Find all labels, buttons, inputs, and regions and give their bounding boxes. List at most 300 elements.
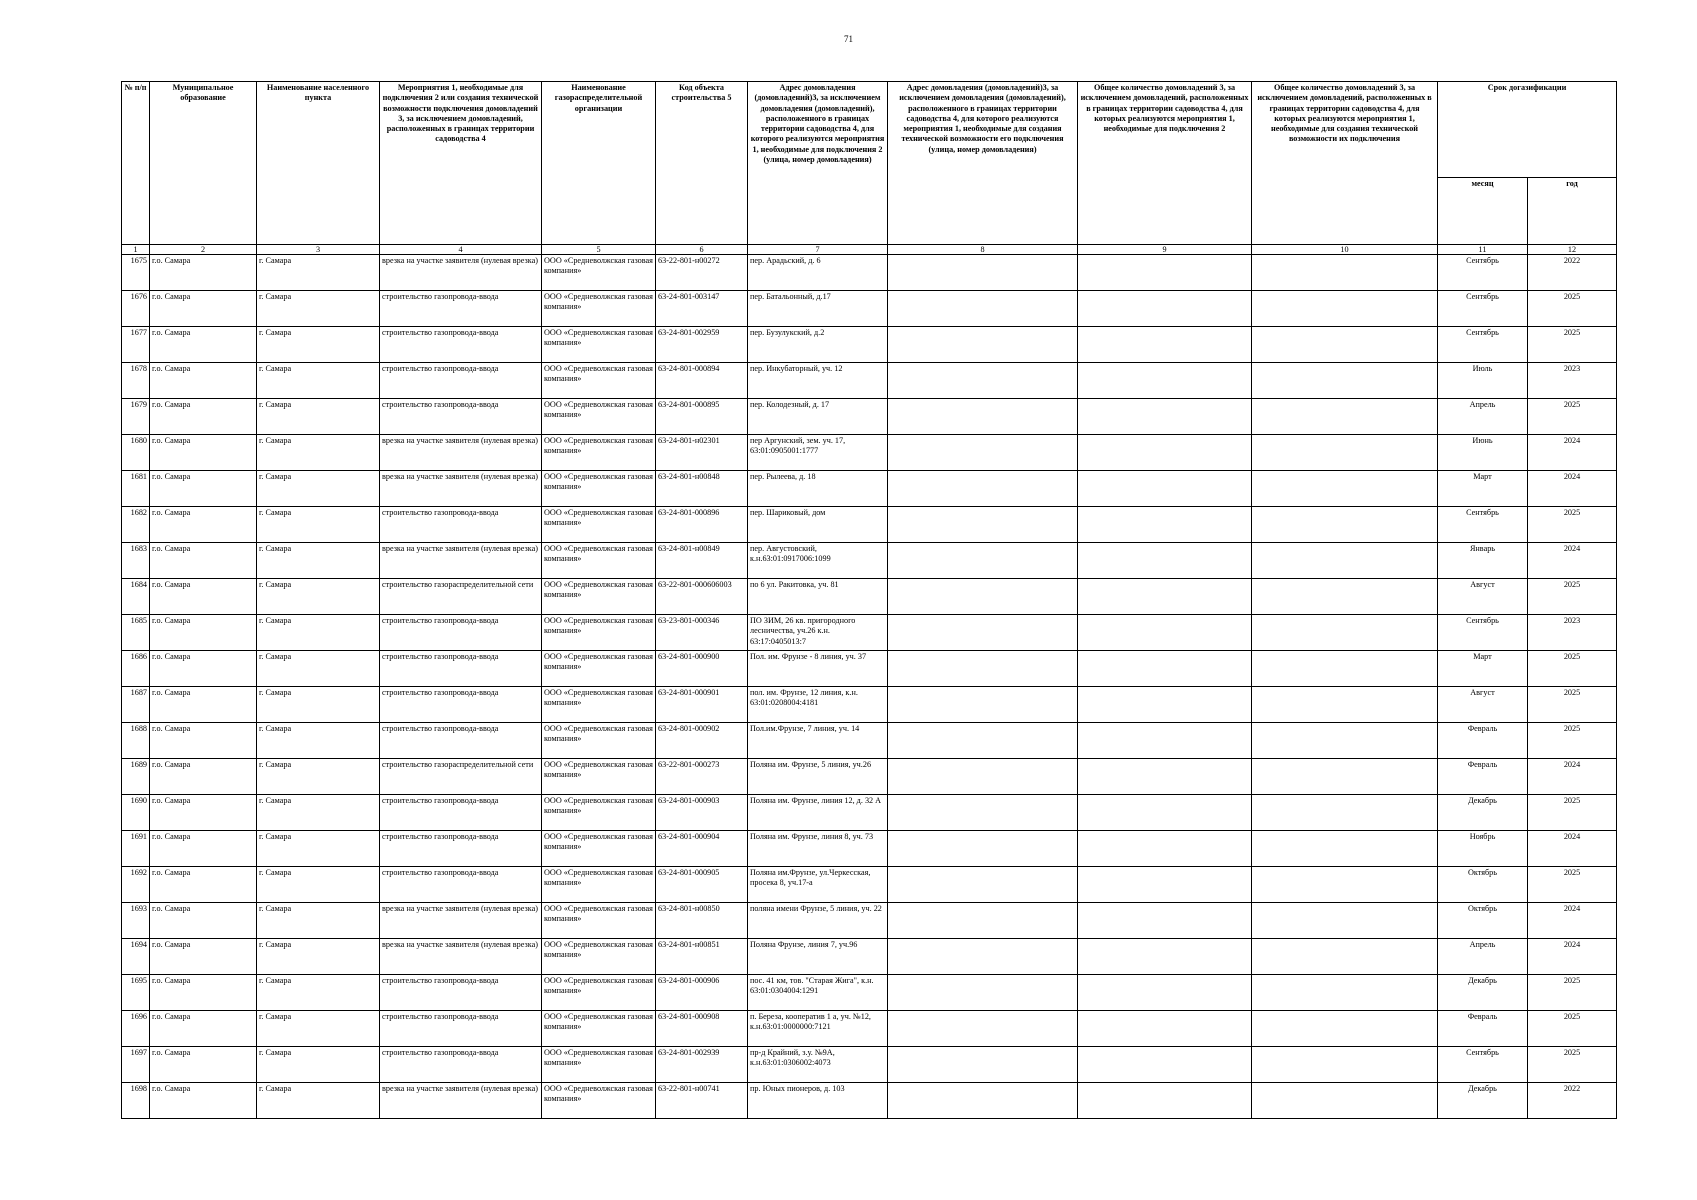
- row-measure: врезка на участке заявителя (нулевая врезка): [380, 255, 542, 291]
- row-count-tech: [1252, 687, 1438, 723]
- row-measure: врезка на участке заявителя (нулевая врезка): [380, 543, 542, 579]
- table-row: [122, 939, 1617, 975]
- row-settlement: г. Самара: [257, 831, 380, 867]
- row-measure: врезка на участке заявителя (нулевая врезка): [380, 939, 542, 975]
- column-number: 4: [380, 245, 542, 255]
- column-number: 8: [888, 245, 1078, 255]
- row-municipality: г.о. Самара: [150, 831, 257, 867]
- row-measure: врезка на участке заявителя (нулевая врезка): [380, 471, 542, 507]
- row-settlement: г. Самара: [257, 939, 380, 975]
- row-count-connection: [1078, 1011, 1252, 1047]
- row-gas-org: ООО «Средневолжская газовая компания»: [542, 255, 656, 291]
- row-year: 2025: [1528, 507, 1617, 543]
- row-count-connection: [1078, 723, 1252, 759]
- row-number: 1677: [122, 327, 150, 363]
- row-address-tech: [888, 543, 1078, 579]
- row-count-tech: [1252, 723, 1438, 759]
- row-gas-org: ООО «Средневолжская газовая компания»: [542, 363, 656, 399]
- column-number: 7: [748, 245, 888, 255]
- column-number: 10: [1252, 245, 1438, 255]
- row-municipality: г.о. Самара: [150, 939, 257, 975]
- row-address-tech: [888, 363, 1078, 399]
- row-month: Февраль: [1438, 759, 1528, 795]
- row-address-connection: пр-д Крайний, з.у. №9А, к.н.63:01:0306002:4073: [748, 1047, 888, 1083]
- row-measure: строительство газопровода-ввода: [380, 975, 542, 1011]
- row-number: 1685: [122, 615, 150, 651]
- row-month: Август: [1438, 687, 1528, 723]
- row-measure: строительство газопровода-ввода: [380, 1011, 542, 1047]
- row-month: Сентябрь: [1438, 255, 1528, 291]
- row-address-connection: п. Береза, кооператив 1 а, уч. №12, к.н.63:01:0000000:7121: [748, 1011, 888, 1047]
- row-count-connection: [1078, 975, 1252, 1011]
- row-object-code: 63-24-801-003147: [656, 291, 748, 327]
- table-row: [122, 579, 1617, 615]
- row-count-connection: [1078, 939, 1252, 975]
- row-month: Декабрь: [1438, 975, 1528, 1011]
- row-object-code: 63-24-801-000894: [656, 363, 748, 399]
- row-settlement: г. Самара: [257, 723, 380, 759]
- row-month: Сентябрь: [1438, 327, 1528, 363]
- row-settlement: г. Самара: [257, 1083, 380, 1119]
- row-address-tech: [888, 867, 1078, 903]
- row-year: 2025: [1528, 975, 1617, 1011]
- row-count-tech: [1252, 399, 1438, 435]
- row-settlement: г. Самара: [257, 687, 380, 723]
- table-row: [122, 723, 1617, 759]
- row-gas-org: ООО «Средневолжская газовая компания»: [542, 327, 656, 363]
- header-deadline: Срок догазификации: [1438, 82, 1617, 178]
- row-address-tech: [888, 975, 1078, 1011]
- row-number: 1680: [122, 435, 150, 471]
- row-gas-org: ООО «Средневолжская газовая компания»: [542, 651, 656, 687]
- row-address-connection: Поляна им.Фрунзе, ул.Черкесская, просека 8, уч.17-а: [748, 867, 888, 903]
- row-address-tech: [888, 291, 1078, 327]
- row-object-code: 63-24-801-н00851: [656, 939, 748, 975]
- row-month: Ноябрь: [1438, 831, 1528, 867]
- row-number: 1687: [122, 687, 150, 723]
- row-municipality: г.о. Самара: [150, 255, 257, 291]
- row-count-connection: [1078, 507, 1252, 543]
- table-row: [122, 1011, 1617, 1047]
- row-address-tech: [888, 939, 1078, 975]
- header-gas-org: Наименование газораспределительной организации: [542, 82, 656, 245]
- header-object-code: Код объекта строительства 5: [656, 82, 748, 245]
- row-address-tech: [888, 831, 1078, 867]
- row-address-connection: пер. Колодезный, д. 17: [748, 399, 888, 435]
- row-address-connection: по 6 ул. Ракитовка, уч. 81: [748, 579, 888, 615]
- row-number: 1678: [122, 363, 150, 399]
- row-number: 1695: [122, 975, 150, 1011]
- row-municipality: г.о. Самара: [150, 867, 257, 903]
- row-measure: врезка на участке заявителя (нулевая врезка): [380, 435, 542, 471]
- row-municipality: г.о. Самара: [150, 507, 257, 543]
- row-settlement: г. Самара: [257, 903, 380, 939]
- row-address-connection: пер Аргунский, зем. уч. 17, 63:01:0905001:1777: [748, 435, 888, 471]
- row-count-tech: [1252, 831, 1438, 867]
- row-number: 1689: [122, 759, 150, 795]
- row-gas-org: ООО «Средневолжская газовая компания»: [542, 1047, 656, 1083]
- row-address-tech: [888, 615, 1078, 651]
- row-gas-org: ООО «Средневолжская газовая компания»: [542, 867, 656, 903]
- row-address-connection: Пол. им. Фрунзе - 8 линия, уч. 37: [748, 651, 888, 687]
- row-municipality: г.о. Самара: [150, 903, 257, 939]
- row-year: 2025: [1528, 1047, 1617, 1083]
- header-year: год: [1528, 177, 1617, 244]
- row-count-tech: [1252, 579, 1438, 615]
- row-year: 2025: [1528, 795, 1617, 831]
- row-object-code: 63-24-801-002959: [656, 327, 748, 363]
- row-count-connection: [1078, 363, 1252, 399]
- row-settlement: г. Самара: [257, 507, 380, 543]
- row-measure: строительство газопровода-ввода: [380, 795, 542, 831]
- row-gas-org: ООО «Средневолжская газовая компания»: [542, 939, 656, 975]
- row-measure: строительство газопровода-ввода: [380, 327, 542, 363]
- row-year: 2025: [1528, 687, 1617, 723]
- row-number: 1697: [122, 1047, 150, 1083]
- table-row: [122, 687, 1617, 723]
- row-year: 2025: [1528, 399, 1617, 435]
- row-count-tech: [1252, 543, 1438, 579]
- row-municipality: г.о. Самара: [150, 327, 257, 363]
- row-address-tech: [888, 1011, 1078, 1047]
- row-address-connection: Поляна им. Фрунзе, линия 8, уч. 73: [748, 831, 888, 867]
- header-number: № п/п: [122, 82, 150, 245]
- row-municipality: г.о. Самара: [150, 759, 257, 795]
- row-object-code: 63-24-801-000902: [656, 723, 748, 759]
- table-row: [122, 795, 1617, 831]
- column-number: 12: [1528, 245, 1617, 255]
- table-row: [122, 759, 1617, 795]
- column-number: 9: [1078, 245, 1252, 255]
- row-settlement: г. Самара: [257, 255, 380, 291]
- row-settlement: г. Самара: [257, 651, 380, 687]
- row-number: 1684: [122, 579, 150, 615]
- row-count-tech: [1252, 435, 1438, 471]
- row-count-tech: [1252, 975, 1438, 1011]
- row-address-tech: [888, 795, 1078, 831]
- column-number: 2: [150, 245, 257, 255]
- row-settlement: г. Самара: [257, 399, 380, 435]
- table-row: [122, 399, 1617, 435]
- row-year: 2025: [1528, 723, 1617, 759]
- row-gas-org: ООО «Средневолжская газовая компания»: [542, 759, 656, 795]
- row-count-tech: [1252, 939, 1438, 975]
- row-count-tech: [1252, 363, 1438, 399]
- row-year: 2023: [1528, 615, 1617, 651]
- row-address-connection: Поляна им. Фрунзе, линия 12, д. 32 А: [748, 795, 888, 831]
- row-year: 2024: [1528, 939, 1617, 975]
- row-measure: строительство газопровода-ввода: [380, 399, 542, 435]
- row-object-code: 63-23-801-000346: [656, 615, 748, 651]
- row-gas-org: ООО «Средневолжская газовая компания»: [542, 795, 656, 831]
- row-settlement: г. Самара: [257, 327, 380, 363]
- row-count-connection: [1078, 651, 1252, 687]
- row-count-tech: [1252, 471, 1438, 507]
- row-address-connection: пер. Арадьский, д. 6: [748, 255, 888, 291]
- row-count-connection: [1078, 903, 1252, 939]
- row-address-connection: ПО ЗИМ, 26 кв. пригородного лесничества, уч.26 к.н. 63:17:0405013:7: [748, 615, 888, 651]
- row-address-tech: [888, 399, 1078, 435]
- row-measure: строительство газопровода-ввода: [380, 1047, 542, 1083]
- row-settlement: г. Самара: [257, 795, 380, 831]
- row-settlement: г. Самара: [257, 435, 380, 471]
- row-year: 2025: [1528, 579, 1617, 615]
- row-month: Сентябрь: [1438, 615, 1528, 651]
- row-month: Июль: [1438, 363, 1528, 399]
- row-count-tech: [1252, 795, 1438, 831]
- row-settlement: г. Самара: [257, 471, 380, 507]
- row-measure: строительство газопровода-ввода: [380, 615, 542, 651]
- row-municipality: г.о. Самара: [150, 1047, 257, 1083]
- row-count-connection: [1078, 759, 1252, 795]
- row-measure: строительство газораспределительной сети: [380, 579, 542, 615]
- gasification-table: [121, 81, 1617, 1119]
- row-month: Сентябрь: [1438, 1047, 1528, 1083]
- row-gas-org: ООО «Средневолжская газовая компания»: [542, 435, 656, 471]
- row-object-code: 63-24-801-000901: [656, 687, 748, 723]
- table-body: [122, 255, 1617, 1119]
- row-object-code: 63-24-801-н00849: [656, 543, 748, 579]
- row-year: 2025: [1528, 291, 1617, 327]
- row-measure: строительство газопровода-ввода: [380, 363, 542, 399]
- row-municipality: г.о. Самара: [150, 471, 257, 507]
- row-number: 1683: [122, 543, 150, 579]
- table-row: [122, 975, 1617, 1011]
- row-count-connection: [1078, 327, 1252, 363]
- table-row: [122, 903, 1617, 939]
- row-number: 1696: [122, 1011, 150, 1047]
- table-row: [122, 651, 1617, 687]
- page-number: 71: [844, 34, 853, 44]
- row-number: 1692: [122, 867, 150, 903]
- row-gas-org: ООО «Средневолжская газовая компания»: [542, 723, 656, 759]
- row-count-tech: [1252, 615, 1438, 651]
- row-count-tech: [1252, 507, 1438, 543]
- row-year: 2025: [1528, 651, 1617, 687]
- table-row: [122, 255, 1617, 291]
- row-month: Август: [1438, 579, 1528, 615]
- row-object-code: 63-24-801-000895: [656, 399, 748, 435]
- row-month: Июнь: [1438, 435, 1528, 471]
- row-count-tech: [1252, 1047, 1438, 1083]
- row-count-connection: [1078, 1083, 1252, 1119]
- row-object-code: 63-24-801-000903: [656, 795, 748, 831]
- row-gas-org: ООО «Средневолжская газовая компания»: [542, 291, 656, 327]
- row-address-tech: [888, 687, 1078, 723]
- row-number: 1686: [122, 651, 150, 687]
- row-address-connection: пер. Инкубаторный, уч. 12: [748, 363, 888, 399]
- row-gas-org: ООО «Средневолжская газовая компания»: [542, 831, 656, 867]
- row-count-connection: [1078, 1047, 1252, 1083]
- row-address-tech: [888, 255, 1078, 291]
- row-measure: строительство газопровода-ввода: [380, 291, 542, 327]
- row-object-code: 63-22-801-н00741: [656, 1083, 748, 1119]
- row-address-connection: Пол.им.Фрунзе, 7 линия, уч. 14: [748, 723, 888, 759]
- row-gas-org: ООО «Средневолжская газовая компания»: [542, 1011, 656, 1047]
- row-count-tech: [1252, 1083, 1438, 1119]
- row-address-tech: [888, 759, 1078, 795]
- row-gas-org: ООО «Средневолжская газовая компания»: [542, 543, 656, 579]
- table-row: [122, 435, 1617, 471]
- row-number: 1675: [122, 255, 150, 291]
- row-year: 2024: [1528, 543, 1617, 579]
- header-month: месяц: [1438, 177, 1528, 244]
- row-year: 2022: [1528, 255, 1617, 291]
- header-count-connection: Общее количество домовладений 3, за исключением домовладений, расположенных в границах территории садоводства 4, для которых реализуются мероприятия 1, необходимые для подключения 2: [1078, 82, 1252, 245]
- row-municipality: г.о. Самара: [150, 399, 257, 435]
- column-number: 11: [1438, 245, 1528, 255]
- row-object-code: 63-24-801-002939: [656, 1047, 748, 1083]
- table-row: [122, 615, 1617, 651]
- row-count-connection: [1078, 399, 1252, 435]
- row-object-code: 63-24-801-000905: [656, 867, 748, 903]
- row-address-connection: пер. Шариковый, дом: [748, 507, 888, 543]
- row-address-connection: пол. им. Фрунзе, 12 линия, к.н. 63:01:0208004:4181: [748, 687, 888, 723]
- row-count-tech: [1252, 759, 1438, 795]
- row-address-connection: пос. 41 км, тов. "Старая Жига", к.н. 63:01:0304004:1291: [748, 975, 888, 1011]
- row-settlement: г. Самара: [257, 975, 380, 1011]
- row-object-code: 63-22-801-000273: [656, 759, 748, 795]
- row-count-connection: [1078, 795, 1252, 831]
- row-municipality: г.о. Самара: [150, 687, 257, 723]
- row-year: 2024: [1528, 435, 1617, 471]
- row-municipality: г.о. Самара: [150, 1011, 257, 1047]
- row-month: Сентябрь: [1438, 507, 1528, 543]
- row-address-tech: [888, 723, 1078, 759]
- row-address-tech: [888, 327, 1078, 363]
- row-municipality: г.о. Самара: [150, 975, 257, 1011]
- row-address-tech: [888, 1083, 1078, 1119]
- row-municipality: г.о. Самара: [150, 1083, 257, 1119]
- row-address-connection: пер. Бузулукский, д.2: [748, 327, 888, 363]
- table-row: [122, 291, 1617, 327]
- row-object-code: 63-24-801-н00850: [656, 903, 748, 939]
- row-count-tech: [1252, 291, 1438, 327]
- column-number: 1: [122, 245, 150, 255]
- row-object-code: 63-24-801-н00848: [656, 471, 748, 507]
- row-year: 2024: [1528, 903, 1617, 939]
- row-count-connection: [1078, 867, 1252, 903]
- row-gas-org: ООО «Средневолжская газовая компания»: [542, 975, 656, 1011]
- row-address-connection: пер. Рылеева, д. 18: [748, 471, 888, 507]
- row-measure: строительство газопровода-ввода: [380, 867, 542, 903]
- row-address-connection: пер. Августовский, к.н.63:01:0917006:1099: [748, 543, 888, 579]
- row-number: 1690: [122, 795, 150, 831]
- row-count-tech: [1252, 651, 1438, 687]
- row-year: 2024: [1528, 831, 1617, 867]
- row-year: 2024: [1528, 759, 1617, 795]
- row-number: 1688: [122, 723, 150, 759]
- row-measure: строительство газопровода-ввода: [380, 651, 542, 687]
- row-settlement: г. Самара: [257, 1011, 380, 1047]
- row-address-connection: поляна имени Фрунзе, 5 линия, уч. 22: [748, 903, 888, 939]
- row-municipality: г.о. Самара: [150, 651, 257, 687]
- row-measure: строительство газопровода-ввода: [380, 687, 542, 723]
- row-object-code: 63-22-801-н00272: [656, 255, 748, 291]
- row-gas-org: ООО «Средневолжская газовая компания»: [542, 615, 656, 651]
- row-month: Март: [1438, 471, 1528, 507]
- table-row: [122, 831, 1617, 867]
- row-municipality: г.о. Самара: [150, 543, 257, 579]
- row-object-code: 63-24-801-000906: [656, 975, 748, 1011]
- row-count-tech: [1252, 903, 1438, 939]
- row-count-tech: [1252, 1011, 1438, 1047]
- row-month: Сентябрь: [1438, 291, 1528, 327]
- row-object-code: 63-24-801-000908: [656, 1011, 748, 1047]
- row-municipality: г.о. Самара: [150, 363, 257, 399]
- row-gas-org: ООО «Средневолжская газовая компания»: [542, 579, 656, 615]
- row-count-tech: [1252, 255, 1438, 291]
- row-count-connection: [1078, 291, 1252, 327]
- header-measures: Мероприятия 1, необходимые для подключения 2 или создания технической возможности подключения домовладений 3, за исключением домовладений, расположенных в границах территории садоводства 4: [380, 82, 542, 245]
- row-month: Октябрь: [1438, 867, 1528, 903]
- row-object-code: 63-22-801-000606003: [656, 579, 748, 615]
- header-settlement: Наименование населенного пункта: [257, 82, 380, 245]
- row-municipality: г.о. Самара: [150, 795, 257, 831]
- row-year: 2025: [1528, 867, 1617, 903]
- row-address-connection: Поляна им. Фрунзе, 5 линия, уч.26: [748, 759, 888, 795]
- row-object-code: 63-24-801-000904: [656, 831, 748, 867]
- row-month: Октябрь: [1438, 903, 1528, 939]
- row-object-code: 63-24-801-н02301: [656, 435, 748, 471]
- row-settlement: г. Самара: [257, 363, 380, 399]
- row-month: Апрель: [1438, 399, 1528, 435]
- row-settlement: г. Самара: [257, 291, 380, 327]
- row-count-connection: [1078, 687, 1252, 723]
- table-row: [122, 327, 1617, 363]
- row-measure: строительство газопровода-ввода: [380, 507, 542, 543]
- row-address-connection: Поляна Фрунзе, линия 7, уч.96: [748, 939, 888, 975]
- row-count-connection: [1078, 471, 1252, 507]
- row-municipality: г.о. Самара: [150, 723, 257, 759]
- row-month: Декабрь: [1438, 795, 1528, 831]
- row-number: 1698: [122, 1083, 150, 1119]
- row-measure: врезка на участке заявителя (нулевая врезка): [380, 1083, 542, 1119]
- row-gas-org: ООО «Средневолжская газовая компания»: [542, 903, 656, 939]
- row-settlement: г. Самара: [257, 867, 380, 903]
- row-number: 1693: [122, 903, 150, 939]
- row-settlement: г. Самара: [257, 759, 380, 795]
- table-row: [122, 543, 1617, 579]
- row-address-connection: пр. Юных пионеров, д. 103: [748, 1083, 888, 1119]
- row-month: Январь: [1438, 543, 1528, 579]
- row-gas-org: ООО «Средневолжская газовая компания»: [542, 507, 656, 543]
- row-measure: строительство газопровода-ввода: [380, 831, 542, 867]
- row-settlement: г. Самара: [257, 543, 380, 579]
- row-measure: врезка на участке заявителя (нулевая врезка): [380, 903, 542, 939]
- table-row: [122, 363, 1617, 399]
- row-object-code: 63-24-801-000900: [656, 651, 748, 687]
- table-row: [122, 1083, 1617, 1119]
- header-count-tech: Общее количество домовладений 3, за исключением домовладений, расположенных в границах территории садоводства 4, для которых реализуются мероприятия 1, необходимые для создания технической возможности их подключения: [1252, 82, 1438, 245]
- row-count-connection: [1078, 255, 1252, 291]
- row-municipality: г.о. Самара: [150, 291, 257, 327]
- row-count-connection: [1078, 435, 1252, 471]
- row-number: 1676: [122, 291, 150, 327]
- row-year: 2022: [1528, 1083, 1617, 1119]
- row-number: 1694: [122, 939, 150, 975]
- header-municipality: Муниципальное образование: [150, 82, 257, 245]
- row-month: Февраль: [1438, 723, 1528, 759]
- row-address-tech: [888, 507, 1078, 543]
- row-year: 2023: [1528, 363, 1617, 399]
- row-address-tech: [888, 1047, 1078, 1083]
- row-address-tech: [888, 651, 1078, 687]
- row-gas-org: ООО «Средневолжская газовая компания»: [542, 471, 656, 507]
- row-count-connection: [1078, 615, 1252, 651]
- row-number: 1679: [122, 399, 150, 435]
- row-month: Март: [1438, 651, 1528, 687]
